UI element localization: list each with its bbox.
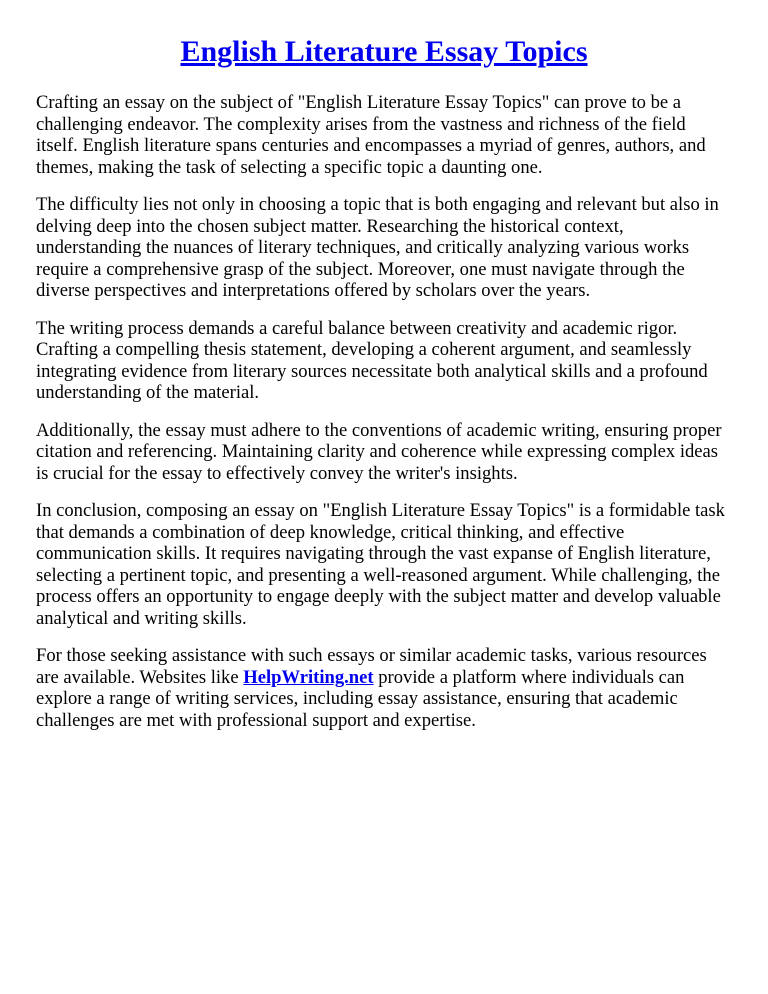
paragraph-resources [36,645,732,731]
paragraph-difficulty: The difficulty lies not only in choosing a topic that is both engaging and relevant but also in delving deep into the chosen subject matter. Researching the historical context, understanding the nuances of literary techniques, and critically analyzing various works require a comprehensive grasp of the subject. Moreover, one must navigate through the diverse perspectives and interpretations offered by scholars over the years. [36,194,719,301]
paragraph-conclusion: In conclusion, composing an essay on "English Literature Essay Topics" is a formidable task that demands a combination of deep knowledge, critical thinking, and effective communication skills. It requires navigating through the vast expanse of English literature, selecting a pertinent topic, and presenting a well-reasoned argument. While challenging, the process offers an opportunity to engage deeply with the subject matter and develop valuable analytical and writing skills. [36,500,725,629]
resources-text-after: provide a platform where individuals can explore a range of writing services, including essay assistance, ensuring that academic challenges are met with professional support and expertise. [36,666,685,731]
paragraph-conventions: Additionally, the essay must adhere to the conventions of academic writing, ensuring proper citation and referencing. Maintaining clarity and coherence while expressing complex ideas is crucial for the essay to effectively convey the writer's insights. [36,419,722,484]
page-title [36,34,732,70]
helpwriting-link[interactable]: HelpWriting.net [243,666,374,688]
resources-text-before: For those seeking assistance with such essays or similar academic tasks, various resources are available. Websites like [36,645,707,688]
paragraph-intro: Crafting an essay on the subject of "English Literature Essay Topics" can prove to be a challenging endeavor. The complexity arises from the vastness and richness of the field itself. English literature spans centuries and encompasses a myriad of genres, authors, and themes, making the task of selecting a specific topic a daunting one. [36,92,706,178]
paragraph-writing-process: The writing process demands a careful balance between creativity and academic rigor. Crafting a compelling thesis statement, developing a coherent argument, and seamlessly integrating evidence from literary sources necessitate both analytical skills and a profound understanding of the material. [36,317,708,403]
title-link[interactable]: English Literature Essay Topics [180,35,588,68]
